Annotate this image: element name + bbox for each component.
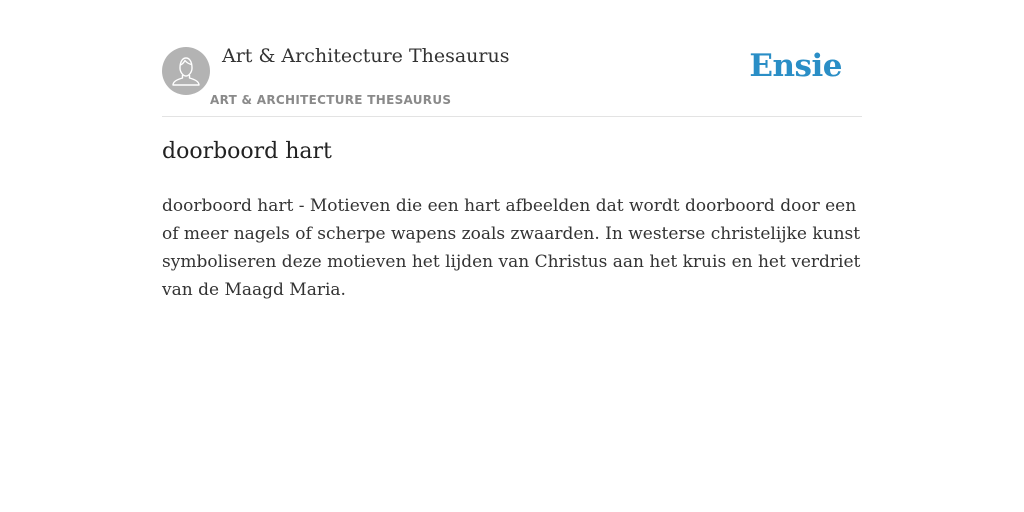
avatar[interactable] — [162, 47, 210, 95]
definition-text: doorboord hart - Motieven die een hart afbeelden dat wordt doorboord door een of meer nagels of scherpe wapens zoals zwaarden. In westerse christelijke kunst symboliseren deze motieven het lijden van Christus aan het kruis en het verdriet van de Maagd Maria. — [162, 196, 861, 300]
ensie-logo-link[interactable]: Ensie — [749, 48, 842, 84]
header — [162, 0, 862, 117]
user-silhouette-icon — [162, 47, 210, 95]
page-title: doorboord hart — [162, 139, 332, 164]
author-caption: ART & ARCHITECTURE THESAURUS — [210, 93, 452, 107]
author-name-link[interactable]: Art & Architecture Thesaurus — [222, 45, 510, 67]
